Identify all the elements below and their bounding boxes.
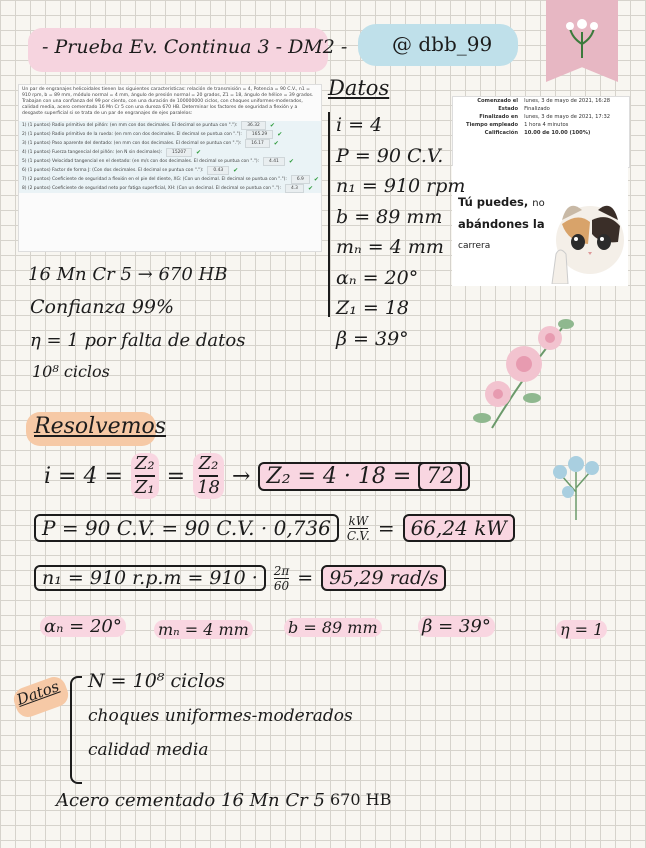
question-text: 5) (1 puntos) Velocidad tangencial en el dentado: (en m/s con dos decimales. El decimal se puntua con "."): — [22, 159, 260, 164]
m-n: mₙ = 4 mm — [154, 620, 253, 639]
eq1-den: Z₁ — [134, 477, 155, 498]
datos-bracket — [328, 112, 330, 317]
check-icon: ✔ — [288, 158, 294, 165]
eq3-num: 2π — [273, 563, 290, 578]
question-text: 4) (1 puntos) Fuerza tangencial del piñón: (en N sin decimales): — [22, 150, 163, 155]
summary-value: Finalizado — [524, 106, 550, 112]
question-text: 8) (2 puntos) Coeficiente de seguridad neto por fatiga superficial, XH: (Con un decimal. El decimal se puntua con "."): — [22, 186, 281, 191]
resolvemos-title: Resolvemos — [34, 414, 166, 439]
question-row — [22, 148, 318, 157]
eq1-num: Z₂ — [135, 453, 155, 477]
summary-key: Comenzado el — [477, 98, 519, 104]
summary-row — [453, 129, 629, 137]
hb-note: 670 HB — [330, 790, 392, 809]
answer-field[interactable]: 165.29 — [246, 130, 273, 139]
eq2-a: P = 90 C.V. = 90 C.V. · 0,736 — [34, 514, 339, 542]
ciclos-note: 10⁸ ciclos — [32, 362, 110, 381]
material-note: 16 Mn Cr 5 → 670 HB — [28, 264, 228, 285]
check-icon: ✔ — [269, 122, 275, 129]
question-text: 2) (1 puntos) Radio primitivo de la rueda: (en mm con dos decimales. El decimal se puntua con "."): — [22, 132, 242, 137]
eq2-num: kW — [348, 513, 369, 528]
question-row — [22, 121, 318, 130]
power-result: 66,24 kW — [403, 514, 515, 542]
flower-icon — [560, 10, 604, 60]
check-icon: ✔ — [196, 149, 202, 156]
eq3-frac — [274, 564, 290, 593]
datos-title: Datos — [328, 76, 390, 100]
answer-field[interactable]: 36.32 — [241, 121, 266, 130]
question-row — [22, 130, 318, 139]
question-row — [22, 157, 318, 166]
author-handle: @ dbb_99 — [392, 32, 493, 56]
eq2-d: = — [377, 516, 395, 540]
datos2-choques: choques uniformes-moderados — [88, 706, 353, 726]
eq1-num2: Z₂ — [199, 453, 219, 477]
b-value: b = 89 mm — [284, 618, 382, 637]
datos-item: P = 90 C.V. — [336, 144, 444, 167]
beta-r4: β = 39° — [418, 616, 495, 637]
alpha-n: αₙ = 20° — [40, 616, 126, 637]
eq1 — [44, 448, 470, 504]
beta-value: β = 39° — [336, 328, 409, 350]
meme-line3: carrera — [458, 241, 491, 251]
eq1-result — [258, 462, 470, 491]
eq1-arrow: → — [231, 463, 251, 489]
summary-value: 1 hora 4 minutos — [524, 122, 569, 128]
check-icon: ✔ — [313, 176, 319, 183]
summary-value: lunes, 3 de mayo de 2021, 17:32 — [524, 114, 611, 120]
datos-item: b = 89 mm — [336, 205, 443, 228]
eq1-frac2 — [193, 453, 224, 499]
eq1-d: = — [166, 463, 186, 489]
question-text: 1) (1 puntos) Radio primitivo del piñón: (en mm con dos decimales. El decimal se puntua con "."): — [22, 123, 238, 128]
summary-row — [453, 113, 629, 121]
eq2-den: C.V. — [346, 528, 370, 543]
eq3-d: = — [297, 567, 314, 589]
result-summary — [452, 96, 630, 168]
check-icon: ✔ — [233, 167, 239, 174]
eq2-unit — [347, 514, 370, 543]
page-title: - Prueba Ev. Continua 3 - DM2 - — [42, 36, 348, 58]
meme-line1b: no — [532, 198, 545, 209]
datos-list — [336, 110, 465, 324]
eq3-a: n₁ = 910 r.p.m = 910 · — [34, 565, 266, 591]
question-row — [22, 184, 318, 193]
answer-field[interactable]: 4.3 — [285, 184, 304, 193]
datos-item: i = 4 — [336, 114, 383, 136]
eq1-frac1 — [131, 453, 159, 499]
summary-key: Finalizado en — [479, 114, 519, 120]
datos2-calidad: calidad media — [88, 740, 209, 760]
answer-field[interactable]: 0.43 — [207, 166, 229, 175]
question-text: 3) (1 puntos) Paso aparente del dentado: (en mm con dos decimales. El decimal se puntua con "."): — [22, 141, 242, 146]
eq2 — [34, 508, 515, 548]
meme-card — [452, 166, 628, 286]
summary-value: lunes, 3 de mayo de 2021, 16:28 — [524, 98, 611, 104]
meme-line1: Tú puedes, — [458, 195, 529, 209]
answer-field[interactable]: 4.41 — [263, 157, 285, 166]
eq1-den2: 18 — [197, 477, 220, 498]
summary-row — [453, 97, 629, 105]
summary-key: Tiempo empleado — [466, 122, 519, 128]
summary-key: Calificación — [484, 130, 519, 136]
blue-flowers-decoration — [546, 442, 606, 522]
eta-note: η = 1 por falta de datos — [30, 330, 246, 351]
eq3 — [34, 558, 446, 598]
question-row — [22, 166, 318, 175]
question-text: 7) (2 puntos) Coeficiente de seguridad a flexión en el pie del diente, XG: (Con un decimal. El decimal se puntua con "."): — [22, 177, 287, 182]
datos-item: mₙ = 4 mm — [336, 236, 444, 258]
summary-value: 10.00 de 10.00 (100%) — [524, 130, 591, 136]
check-icon: ✔ — [273, 140, 279, 147]
datos-item: Z₁ = 18 — [336, 297, 409, 319]
answer-field[interactable]: 16.17 — [245, 139, 270, 148]
check-icon: ✔ — [277, 131, 283, 138]
datos2-bracket — [70, 676, 82, 784]
speed-result: 95,29 rad/s — [321, 565, 446, 591]
eq1-a: i = 4 = — [44, 463, 123, 489]
roses-decoration — [462, 308, 588, 438]
eta-r4: η = 1 — [556, 620, 607, 639]
question-list — [19, 121, 321, 193]
datos2-label: Datos — [14, 677, 62, 709]
answer-field[interactable]: 6.9 — [291, 175, 310, 184]
summary-key: Estado — [498, 106, 519, 112]
datos-item: n₁ = 910 rpm — [336, 175, 466, 197]
problem-statement: Un par de engranajes helicoidales tienen las siguientes características: relación de transmisión = 4, Potencia = 90 C.V., n1 = 910 rpm, b = 89 mm, módulo normal = 4 mm, ángulo de presión normal = 20 grados, Z1 = 18, ángulo de hélice = 39 grados. Trabajan con una confianza del 99 por ciento, con una duración de 100000000 ciclos, con choques uniformes-moderados, calidad media, acero cementado 16 Mn Cr 5 con una dureza 670 HB. Determinar los factores de seguridad a flexión y a desgaste superficial si se trata de un par de engranajes de ejes paralelos: — [22, 87, 314, 116]
check-icon: ✔ — [307, 185, 313, 192]
cat-illustration — [548, 184, 626, 284]
question-row — [22, 139, 318, 148]
summary-row — [453, 105, 629, 113]
question-text: 6) (1 puntos) Factor de forma J: (Con dos decimales. El decimal se puntua con "."): — [22, 168, 204, 173]
eq3-den: 60 — [273, 578, 290, 593]
question-row — [22, 175, 318, 184]
problem-panel — [18, 84, 322, 252]
answer-field[interactable]: 15207 — [166, 148, 192, 157]
meme-line2: abándones la — [458, 217, 545, 231]
datos-item: αₙ = 20° — [336, 266, 419, 289]
eq1-h: Z₂ = 4 · 18 = — [266, 463, 412, 489]
acero-note: Acero cementado 16 Mn Cr 5 — [56, 790, 325, 811]
z2-result: 72 — [418, 462, 462, 491]
summary-row — [453, 121, 629, 129]
datos2-n: N = 10⁸ ciclos — [88, 670, 226, 692]
confianza-note: Confianza 99% — [30, 296, 175, 318]
